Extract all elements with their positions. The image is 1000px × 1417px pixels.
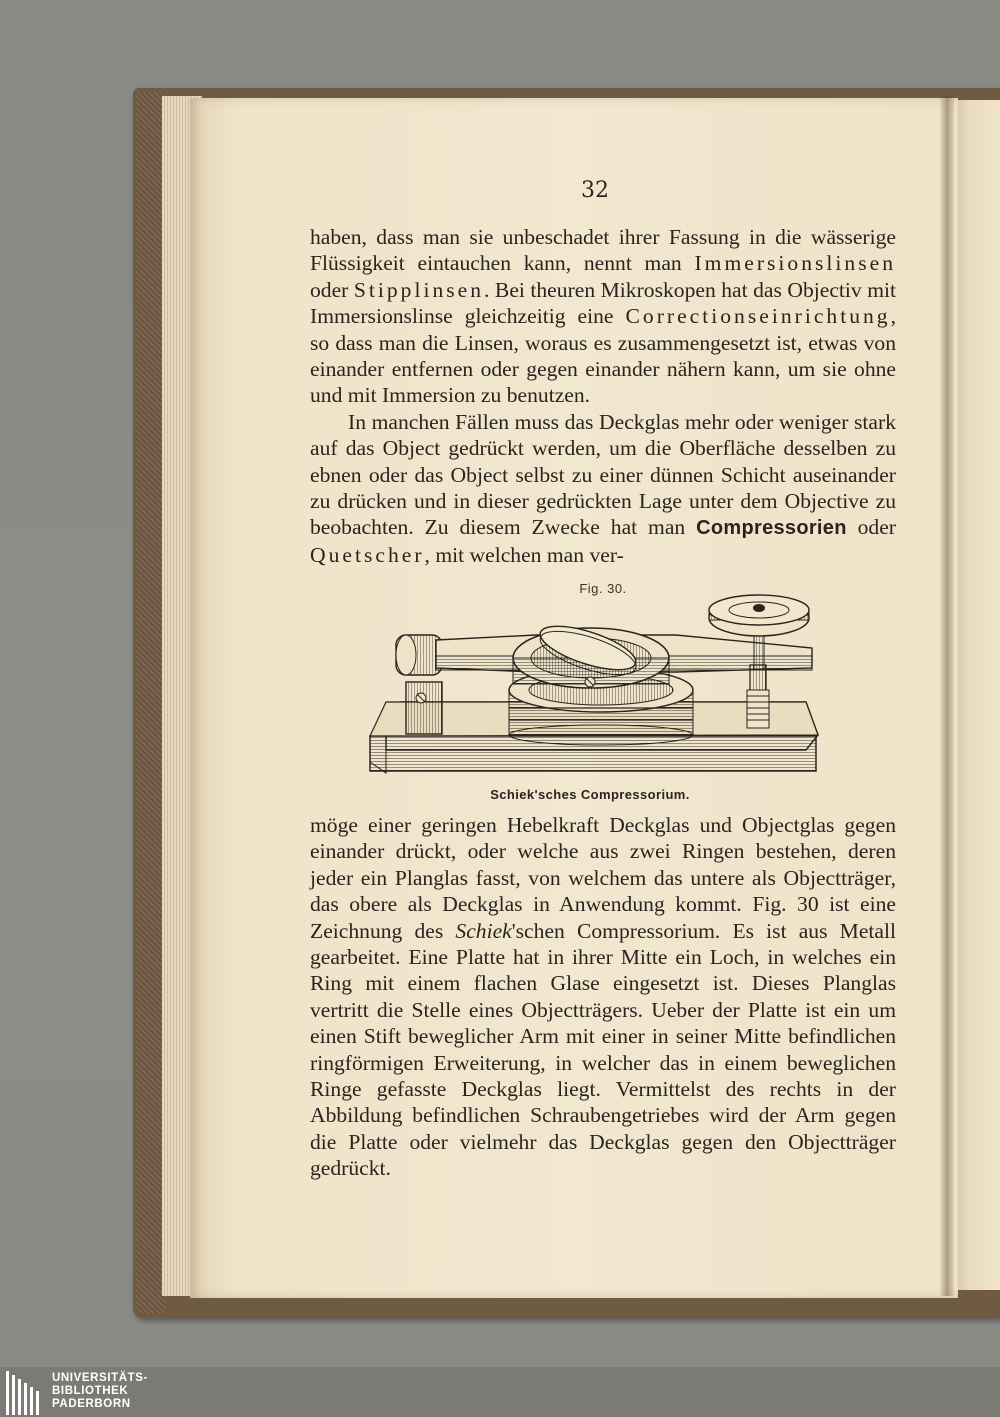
paragraph-compressorien: In manchen Fällen muss das Deckglas mehr oder weniger stark auf das Object gedrückt werden, um die Oberfläche desselben zu ebnen oder das Object selbst zu einer dünnen Schicht auseinander zu drücken und in dieser gedrückten Lage unter dem Objective zu beobachten. Zu diesem Zwecke hat man Compressorien oder Quetscher, mit welchen man ver- (310, 409, 896, 567)
spaced-term: Immersionslinsen (694, 251, 896, 276)
library-footer-bar (0, 1367, 1000, 1417)
page-gutter (940, 96, 954, 1296)
library-logo-icon (6, 1371, 46, 1415)
text-block-top (310, 224, 896, 568)
italic-name: Schiek (455, 918, 512, 943)
library-name: UNIVERSITÄTS- BIBLIOTHEK PADERBORN (52, 1372, 148, 1410)
spaced-term: Stipplinsen (353, 277, 485, 302)
page-number: 32 (581, 178, 609, 203)
paragraph-schiek: möge einer geringen Hebelkraft Deckglas und Objectglas gegen einander drückt, oder welche aus zwei Ringen bestehen, deren jeder ein Planglas fasst, von welchem das untere als Objectträger, das obere als Deckglas in Anwendung kommt. Fig. 30 ist eine Zeichnung des Schiek'schen Compressorium. Es ist aus Metall gearbeitet. Eine Platte hat in ihrer Mitte ein Loch, in welches ein Ring mit einem flachen Glase eingesetzt ist. Dieses Planglas vertritt die Stelle eines Objectträgers. Ueber der Platte ist ein um einen Stift beweglicher Arm mit einer in seiner Mitte befindlichen ringförmigen Erweiterung, in welcher das in einem beweglichen Ringe gefasste Deckglas liegt. Vermittelst des rechts in der Abbildung befindlichen Schraubengetriebes wird der Arm gegen die Platte oder vielmehr das Deckglas gegen den Objectträger gedrückt. (310, 813, 896, 1181)
compressorium-illustration (366, 590, 826, 790)
spaced-term: Correctionseinrichtung (625, 304, 891, 329)
bold-term: Compressorien (696, 517, 847, 540)
text-block-bottom (310, 812, 896, 1182)
paragraph-immersion: haben, dass man sie unbeschadet ihrer Fassung in die wässerige Flüssigkeit eintauchen kann, nennt man Immersionslinsen oder Stipplinsen. Bei theuren Mikroskopen hat das Objectiv mit Immersionslinse gleichzeitig eine Correctionseinrichtung, so dass man die Linsen, woraus es zusammengesetzt ist, etwas von einander entfernen oder gegen einander nähern kann, um sie ohne und mit Immersion zu benutzen. (310, 225, 896, 408)
spaced-term: Quetscher (310, 542, 425, 567)
figure-caption: Schiek'sches Compressorium. (490, 787, 690, 802)
figure-label: Fig. 30. (579, 581, 627, 596)
